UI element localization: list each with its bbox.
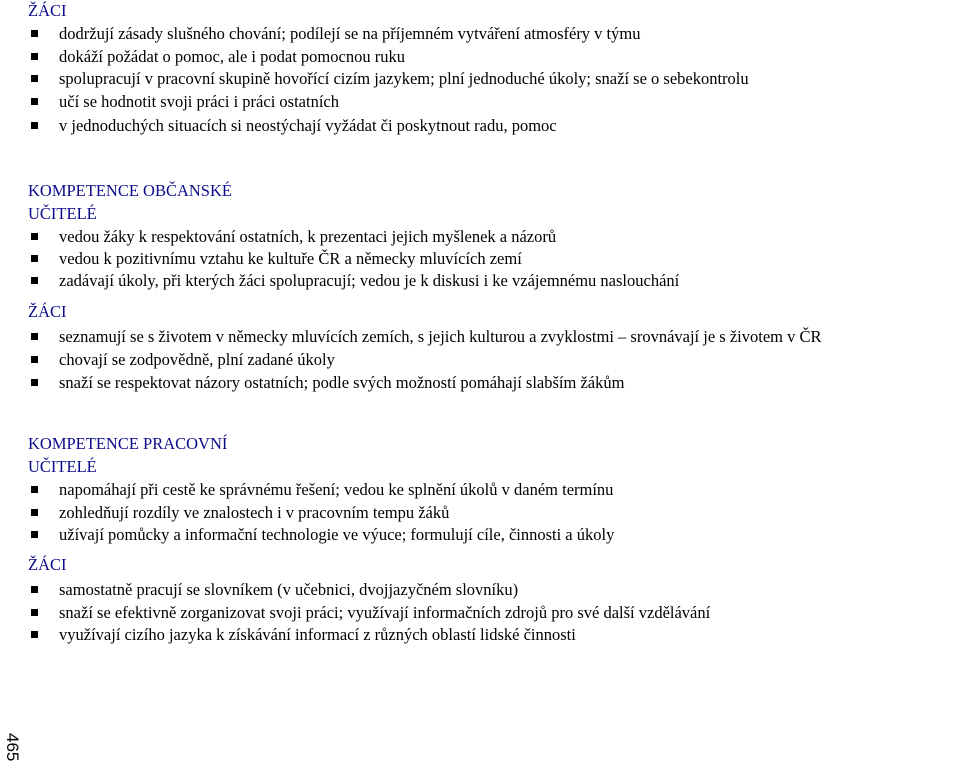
- list-item-text: učí se hodnotit svoji práci i práci ostatních: [59, 92, 339, 111]
- bullet-square-icon: [31, 631, 38, 638]
- list-item-text: dodržují zásady slušného chování; podílejí se na příjemném vytváření atmosféry v týmu: [59, 24, 641, 43]
- bullet-square-icon: [31, 333, 38, 340]
- bullet-square-icon: [31, 609, 38, 616]
- heading-ucitele: UČITELÉ: [28, 457, 97, 476]
- list-item-text: užívají pomůcky a informační technologie ve výuce; formulují cíle, činnosti a úkoly: [59, 525, 615, 544]
- list-item-text: seznamují se s životem v německy mluvících zemích, s jejich kulturou a zvyklostmi – srovnávají je s životem v ČR: [59, 327, 822, 346]
- list-item-text: snaží se respektovat názory ostatních; podle svých možností pomáhají slabším žákům: [59, 373, 625, 392]
- list-item-text: chovají se zodpovědně, plní zadané úkoly: [59, 350, 335, 369]
- list-item-text: napomáhají při cestě ke správnému řešení; vedou ke splnění úkolů v daném termínu: [59, 480, 614, 499]
- list-item-text: samostatně pracují se slovníkem (v učebnici, dvojjazyčném slovníku): [59, 580, 519, 599]
- heading-ucitele: UČITELÉ: [28, 204, 97, 223]
- bullet-square-icon: [31, 531, 38, 538]
- bullet-square-icon: [31, 98, 38, 105]
- bullet-square-icon: [31, 379, 38, 386]
- heading-zaci: ŽÁCI: [28, 1, 67, 20]
- bullet-square-icon: [31, 255, 38, 262]
- bullet-square-icon: [31, 586, 38, 593]
- bullet-square-icon: [31, 356, 38, 363]
- bullet-square-icon: [31, 486, 38, 493]
- heading-zaci: ŽÁCI: [28, 302, 67, 321]
- bullet-square-icon: [31, 277, 38, 284]
- bullet-square-icon: [31, 233, 38, 240]
- page-number: 465: [3, 733, 22, 761]
- list-item-text: zohledňují rozdíly ve znalostech i v pracovním tempu žáků: [59, 503, 450, 522]
- bullet-square-icon: [31, 509, 38, 516]
- bullet-square-icon: [31, 75, 38, 82]
- list-item-text: využívají cizího jazyka k získávání informací z různých oblastí lidské činnosti: [59, 625, 576, 644]
- list-item-text: v jednoduchých situacích si neostýchají vyžádat či poskytnout radu, pomoc: [59, 116, 557, 135]
- list-item-text: vedou k pozitivnímu vztahu ke kultuře ČR a německy mluvících zemí: [59, 249, 522, 268]
- bullet-square-icon: [31, 30, 38, 37]
- heading-zaci: ŽÁCI: [28, 555, 67, 574]
- list-item-text: snaží se efektivně zorganizovat svoji práci; využívají informačních zdrojů pro své další vzdělávání: [59, 603, 711, 622]
- list-item-text: dokáží požádat o pomoc, ale i podat pomocnou ruku: [59, 47, 405, 66]
- bullet-square-icon: [31, 122, 38, 129]
- list-item-text: spolupracují v pracovní skupině hovořící cizím jazykem; plní jednoduché úkoly; snaží se o sebekontrolu: [59, 69, 749, 88]
- section-title-obcanske: KOMPETENCE OBČANSKÉ: [28, 181, 232, 200]
- bullet-square-icon: [31, 53, 38, 60]
- section-title-pracovni: KOMPETENCE PRACOVNÍ: [28, 434, 228, 453]
- list-item-text: vedou žáky k respektování ostatních, k prezentaci jejich myšlenek a názorů: [59, 227, 557, 246]
- list-item-text: zadávají úkoly, při kterých žáci spolupracují; vedou je k diskusi i ke vzájemnému naslouchání: [59, 271, 680, 290]
